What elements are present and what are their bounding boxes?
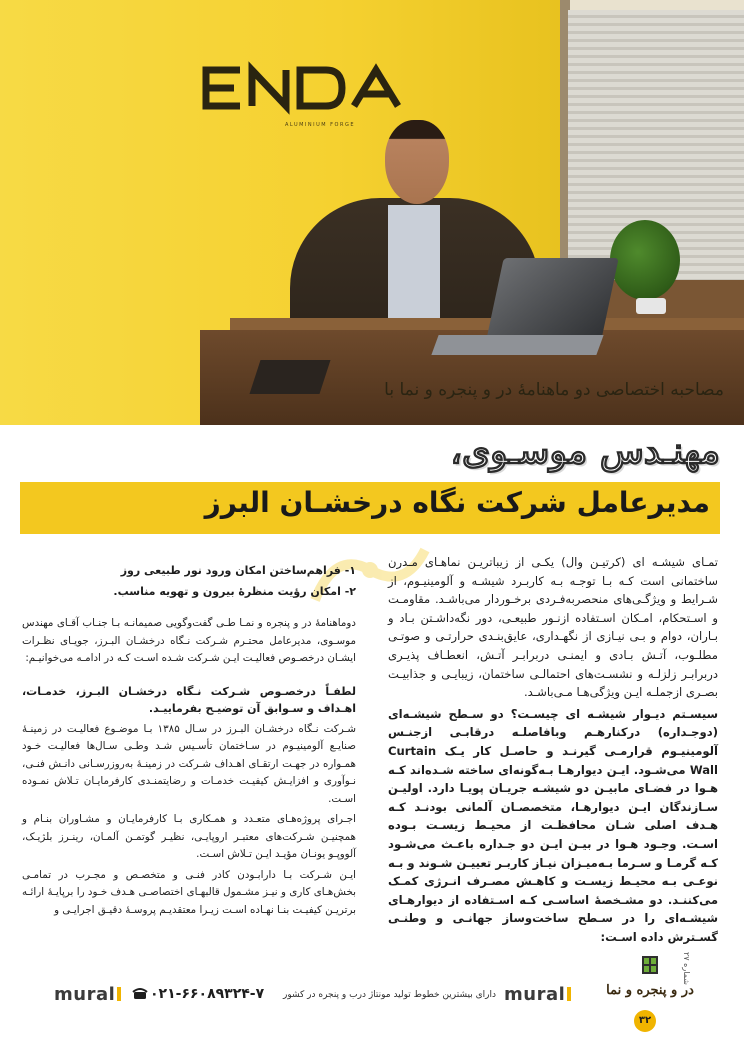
interview-question: لطفـاً درخصـوص شـرکت نـگاه درخشـان البـرز، خدمـات، اهـداف و سـوابق آن توضیـح بفرماییـد. bbox=[22, 684, 356, 715]
footer-tagline: دارای بیشترین خطوط تولید مونتاژ درب و پنجره در کشور bbox=[282, 990, 496, 1000]
logo-subtitle: ALUMINIUM FORGE bbox=[284, 122, 355, 128]
phone-icon bbox=[133, 988, 147, 1000]
phone-number: ۰۲۱-۶۶۰۸۹۳۲۴-۷ bbox=[150, 986, 265, 1002]
magazine-name: در و پنجره و نما bbox=[606, 983, 694, 998]
interviewee-name-title: مهنـدس موسـوی، bbox=[450, 430, 720, 472]
photo-caption: مصاحبه اختصاصی دو ماهنامۀ در و پنجره و نما با bbox=[384, 380, 724, 400]
right-text-column bbox=[388, 553, 718, 949]
company-title: مدیرعامل شرکت نگاه درخشـان البرز bbox=[204, 486, 710, 519]
mural-brand-left bbox=[54, 984, 121, 1005]
answer-paragraph-3: ایـن شـرکت بـا دارابـودن کادر فنـی و متخصـص و مجـرب در تمامـی بخش‌هـای کاری و نیـز مشـمول قالبهـای اختصاصـی هـدف خـود را برپایـۀ ارائـه برتریـن کیفیـت بنـا نهـاده اسـت زیـرا معتقدیـم پروسـۀ دقیـق اجرایـی و bbox=[22, 868, 356, 916]
point-view-ventilation: ۲- امکان رؤیت منظرۀ بیرون و تهویه مناسب. bbox=[113, 584, 356, 598]
answer-paragraph-1: شـرکت نـگاه درخشـان البـرز در سـال ۱۳۸۵ بـا موضـوع فعالیـت در زمینـۀ صنایـع آلومینیـوم در سـاختمان تأسـیس شـد وطـی سـال‌ها فعالیـت خـود همـواره در جهـت ارتقـای اهـداف شـرکت در زمینـۀ به‌روزرسـانی دانـش فنـی، نـوآوری و افزایـش کیفیـت خدمـات و رضایتمنـدی کارفرمایـان تـلاش نمـوده اسـت. bbox=[22, 722, 357, 805]
brand-text: mural bbox=[54, 984, 116, 1005]
page-number: ۳۲ bbox=[634, 1010, 656, 1032]
issue-label: شماره ۲۷ bbox=[682, 952, 691, 985]
mural-brand-right bbox=[504, 984, 571, 1005]
brand-text: mural bbox=[504, 984, 566, 1005]
answer-paragraph-2: اجـرای پروژه‌هـای متعـدد و همـکاری بـا کارفرمایـان و مشـاوران بنـام و همچنیـن شـرکت‌های معتبـر اروپایـی، نظیـر گوتمـن آلمـان، رینـرز بلژیـک، آلووپـو یونـان مؤیـد ایـن تـلاش اسـت. bbox=[22, 813, 356, 860]
left-text-column bbox=[22, 562, 356, 922]
point-natural-light: ۱- فراهم‌ساختن امکان ورود نور طبیعی روز bbox=[120, 564, 356, 577]
paragraph-intro: تمـای شیشـه ای (کرتیـن وال) یکـی از زیباتریـن نماهـای مـدرن ساختمانی است کـه بـا توجـه بـه کاربـرد شیشـه و آلومینیـوم، از شـرایط و ویژگـی‌های منحصربه‌فـردی برخـوردار می‌باشـد. مقاومـت و اسـتحکام، امـکان اسـتفاده ازنـور طبیعـی، دور نگه‌داشـتن بـاد و بـاران، دوام و بـی نیـازی از نگهـداری، عایق‌بنـدی حرارتـی و صوتـی مطلـوب، آتـش بـادی و ایمنـی دربرابـر آتـش، انعطـاف پذیـری دربرابـر زلزلـه و نشسـت‌های احتمالـی ساختمان، زیبایـی و جذابیـت بصـری ازجملـه ایـن ویژگی‌هـا مـی‌باشـد. bbox=[388, 555, 718, 700]
interview-intro: دوماهنامۀ در و پنجره و نمـا طـی گفت‌وگویی صمیمانـه بـا جنـاب آقـای مهندس موسـوی، مدیرعامل محتـرم شـرکت نـگاه درخشـان البـرز، جویـای نظـرات ایشـان درخصـوص فعالیـت ایـن شـرکت شـده اسـت کـه در ادامـه می‌خوانیـم: bbox=[22, 617, 356, 664]
paragraph-curtain-wall: سیسـتم دیـوار شیشـه ای چیسـت؟ دو سـطح شیشـه‌ای (دوجـداره) درکنارهـم وبافاصلـه درقابـی ازجنـس آلومینیـوم قرارمـی گیرنـد و حاصـل کار یـک Curtain Wall می‌شـود. ایـن دیوارهـا بـه‌گونه‌ای ساخته شـده‌اند کـه هـوا در فضـای مابیـن دو شیشـه جریـان پویـا دارد. اولیـن سـازندگان ایـن دیوارهـا، متخصصـان آلمانی بودنـد کـه هـدف اصلی شـان محافظـت از محیـط زیسـت بـوده اسـت. وجـود هـوا در بیـن ایـن دو جـداره باعـث می‌شـود کـه گرمـا و سـرما بـه‌میـزان نیـاز کاربـر تعییـن شـوند و بـه نوعـی بـه محیـط زیسـت و کاهـش مصـرف انـرژی کمـک می‌کننـد. دو مشـخصۀ اساسـی کـه اسـتفاده از دیوارهـای شیشـه‌ای را در سـطح ساخت‌وساز جهانـی و وطنـی گسـترش داده اسـت: bbox=[388, 706, 718, 944]
